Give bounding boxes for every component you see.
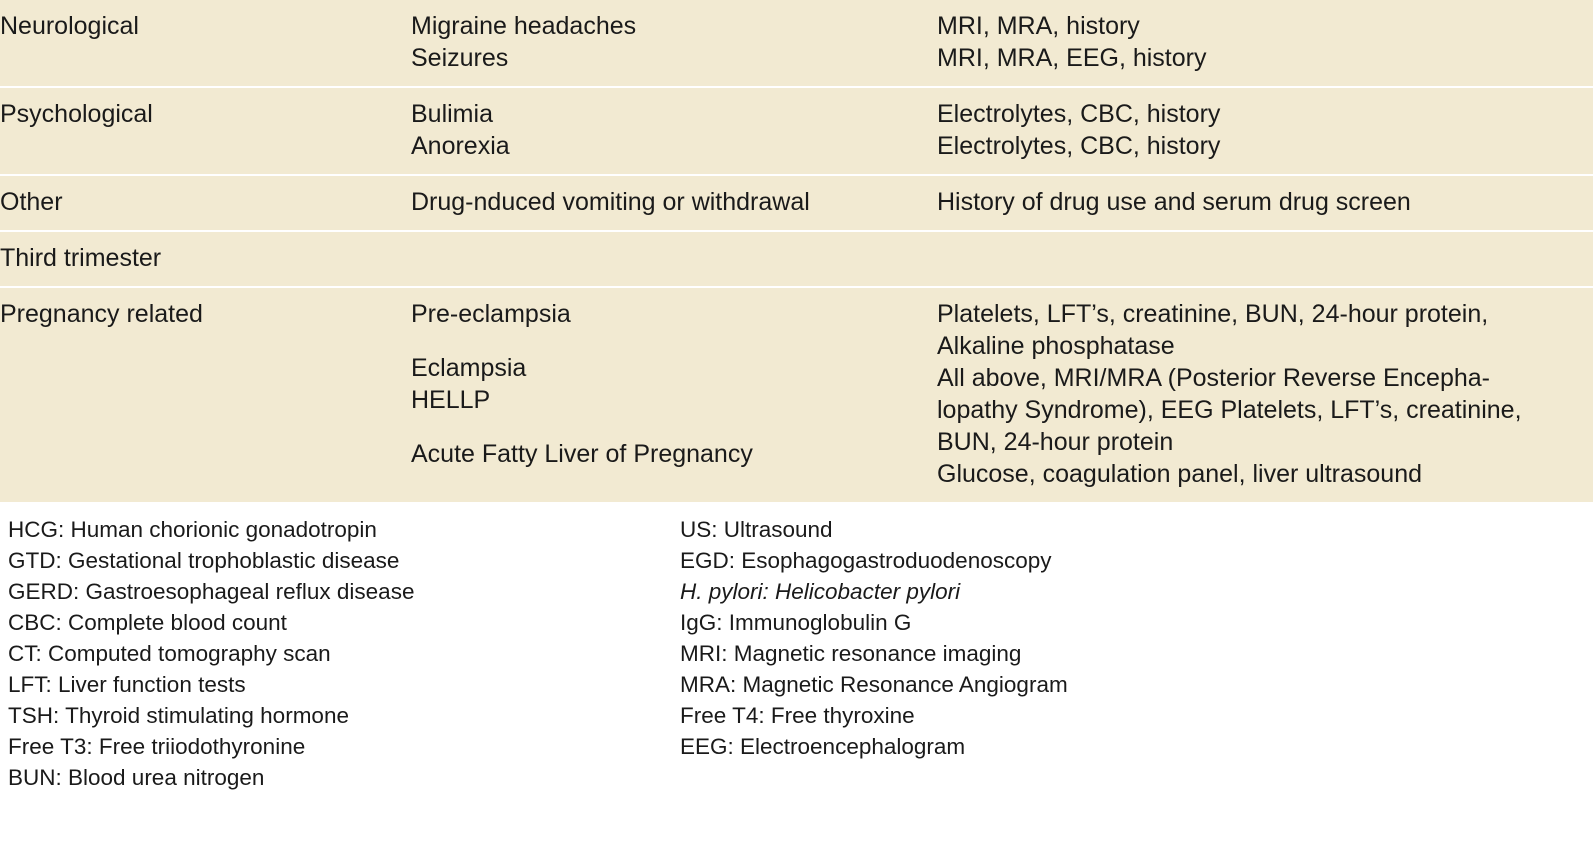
legend-item: BUN: Blood urea nitrogen — [8, 765, 265, 791]
test-item: History of drug use and serum drug screen — [937, 188, 1411, 216]
legend-item: CBC: Complete blood count — [8, 610, 287, 636]
row-category — [0, 87, 411, 175]
category-label: Psychological — [0, 100, 153, 128]
condition-item: Bulimia — [411, 100, 493, 128]
test-item: Platelets, LFT’s, creatinine, BUN, 24-hour protein, — [937, 300, 1489, 328]
legend-item: HCG: Human chorionic gonadotropin — [8, 517, 377, 542]
table-row — [0, 175, 1593, 231]
legend-item: Free T4: Free thyroxine — [680, 703, 915, 729]
row-conditions — [411, 0, 937, 87]
legend-item: CT: Computed tomography scan — [8, 641, 331, 667]
legend-column-right — [680, 514, 1480, 793]
row-category — [0, 231, 411, 287]
test-item: MRI, MRA, EEG, history — [937, 44, 1207, 72]
test-item: All above, MRI/MRA (Posterior Reverse Encepha- — [937, 364, 1490, 392]
category-label: Pregnancy related — [0, 300, 203, 328]
condition-item: Pre-eclampsia — [411, 300, 571, 328]
row-conditions — [411, 87, 937, 175]
test-item: MRI, MRA, history — [937, 12, 1140, 40]
row-category — [0, 287, 411, 502]
condition-item: Migraine headaches — [411, 12, 637, 40]
condition-item: Eclampsia — [411, 354, 527, 382]
legend-item: Free T3: Free triiodothyronine — [8, 734, 306, 760]
legend-item: MRA: Magnetic Resonance Angiogram — [680, 672, 1068, 698]
table-row — [0, 0, 1593, 87]
row-category — [0, 175, 411, 231]
condition-item: Seizures — [411, 44, 509, 72]
condition-item: Drug-nduced vomiting or withdrawal — [411, 188, 810, 216]
category-label: Third trimester — [0, 244, 162, 272]
row-category — [0, 0, 411, 87]
legend-item: TSH: Thyroid stimulating hormone — [8, 703, 349, 729]
legend-item: H. pylori: Helicobacter pylori — [680, 579, 961, 605]
legend-item: EGD: Esophagogastroduodenoscopy — [680, 548, 1052, 574]
test-item: Alkaline phosphatase — [937, 332, 1175, 360]
abbreviations-legend — [0, 502, 1593, 801]
legend-item: GERD: Gastroesophageal reflux disease — [8, 579, 415, 605]
row-tests — [937, 231, 1593, 287]
category-label: Neurological — [0, 12, 139, 40]
test-item: Glucose, coagulation panel, liver ultrasound — [937, 460, 1423, 488]
test-item: lopathy Syndrome), EEG Platelets, LFT’s, creatinine, — [937, 396, 1522, 424]
table-row-section-header — [0, 231, 1593, 287]
table-row — [0, 87, 1593, 175]
category-label: Other — [0, 188, 63, 216]
row-tests — [937, 175, 1593, 231]
legend-item: LFT: Liver function tests — [8, 672, 246, 698]
legend-item: GTD: Gestational trophoblastic disease — [8, 548, 400, 574]
legend-item: IgG: Immunoglobulin G — [680, 610, 912, 636]
row-tests — [937, 87, 1593, 175]
test-item: BUN, 24-hour protein — [937, 428, 1174, 456]
legend-item: EEG: Electroencephalogram — [680, 734, 966, 760]
condition-item: Acute Fatty Liver of Pregnancy — [411, 440, 753, 468]
test-item: Electrolytes, CBC, history — [937, 100, 1221, 128]
condition-item: HELLP — [411, 386, 491, 414]
row-tests — [937, 0, 1593, 87]
row-tests — [937, 287, 1593, 502]
row-conditions — [411, 287, 937, 502]
legend-item: MRI: Magnetic resonance imaging — [680, 641, 1022, 667]
row-conditions — [411, 175, 937, 231]
row-conditions — [411, 231, 937, 287]
condition-item: Anorexia — [411, 132, 510, 160]
legend-column-left — [4, 514, 680, 793]
test-item: Electrolytes, CBC, history — [937, 132, 1221, 160]
legend-item: US: Ultrasound — [680, 517, 833, 542]
table-row — [0, 287, 1593, 502]
